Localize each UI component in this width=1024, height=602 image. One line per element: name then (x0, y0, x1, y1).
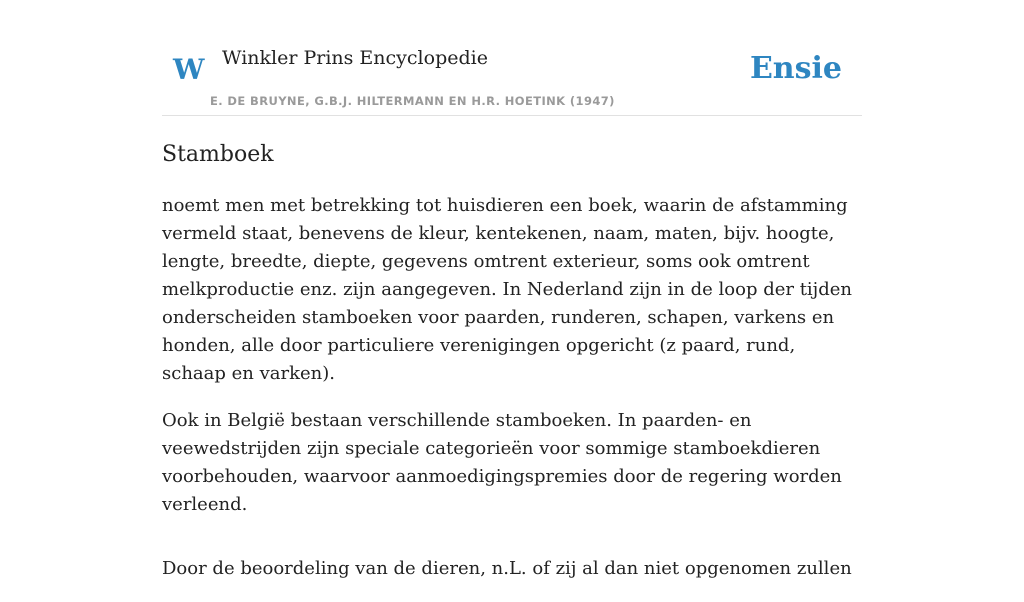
source-header (162, 0, 862, 116)
source-logo: W (173, 53, 205, 86)
entry-paragraph: noemt men met betrekking tot huisdieren een boek, waarin de afstamming vermeld staat, benevens de kleur, kentekenen, naam, maten, bijv. hoogte, lengte, breedte, diepte, gegevens omtrent exterieur, soms ook omtrent melkproductie enz. zijn aangegeven. In Nederland zijn in de loop der tijden onderscheiden stamboeken voor paarden, runderen, schapen, varkens en honden, alle door particuliere verenigingen opgericht (z paard, rund, schaap en varken). (162, 195, 853, 384)
entry-title: Stamboek (162, 142, 274, 167)
entry-paragraph: Ook in België bestaan verschillende stamboeken. In paarden- en veewedstrijden zijn speciale categorieën voor sommige stamboekdieren voorbehouden, waarvoor aanmoedigingspremies door de regering worden verleend. (162, 410, 842, 515)
source-authors: E. DE BRUYNE, G.B.J. HILTERMANN EN H.R. HOETINK (1947) (210, 94, 615, 108)
page (162, 0, 862, 579)
entry-paragraph: Door de beoordeling van de dieren, n.L. of zij al dan niet opgenomen zullen (162, 558, 852, 579)
brand-logo-link[interactable]: Ensie (749, 51, 842, 86)
source-title[interactable]: Winkler Prins Encyclopedie (222, 47, 488, 69)
entry-body (162, 192, 862, 602)
